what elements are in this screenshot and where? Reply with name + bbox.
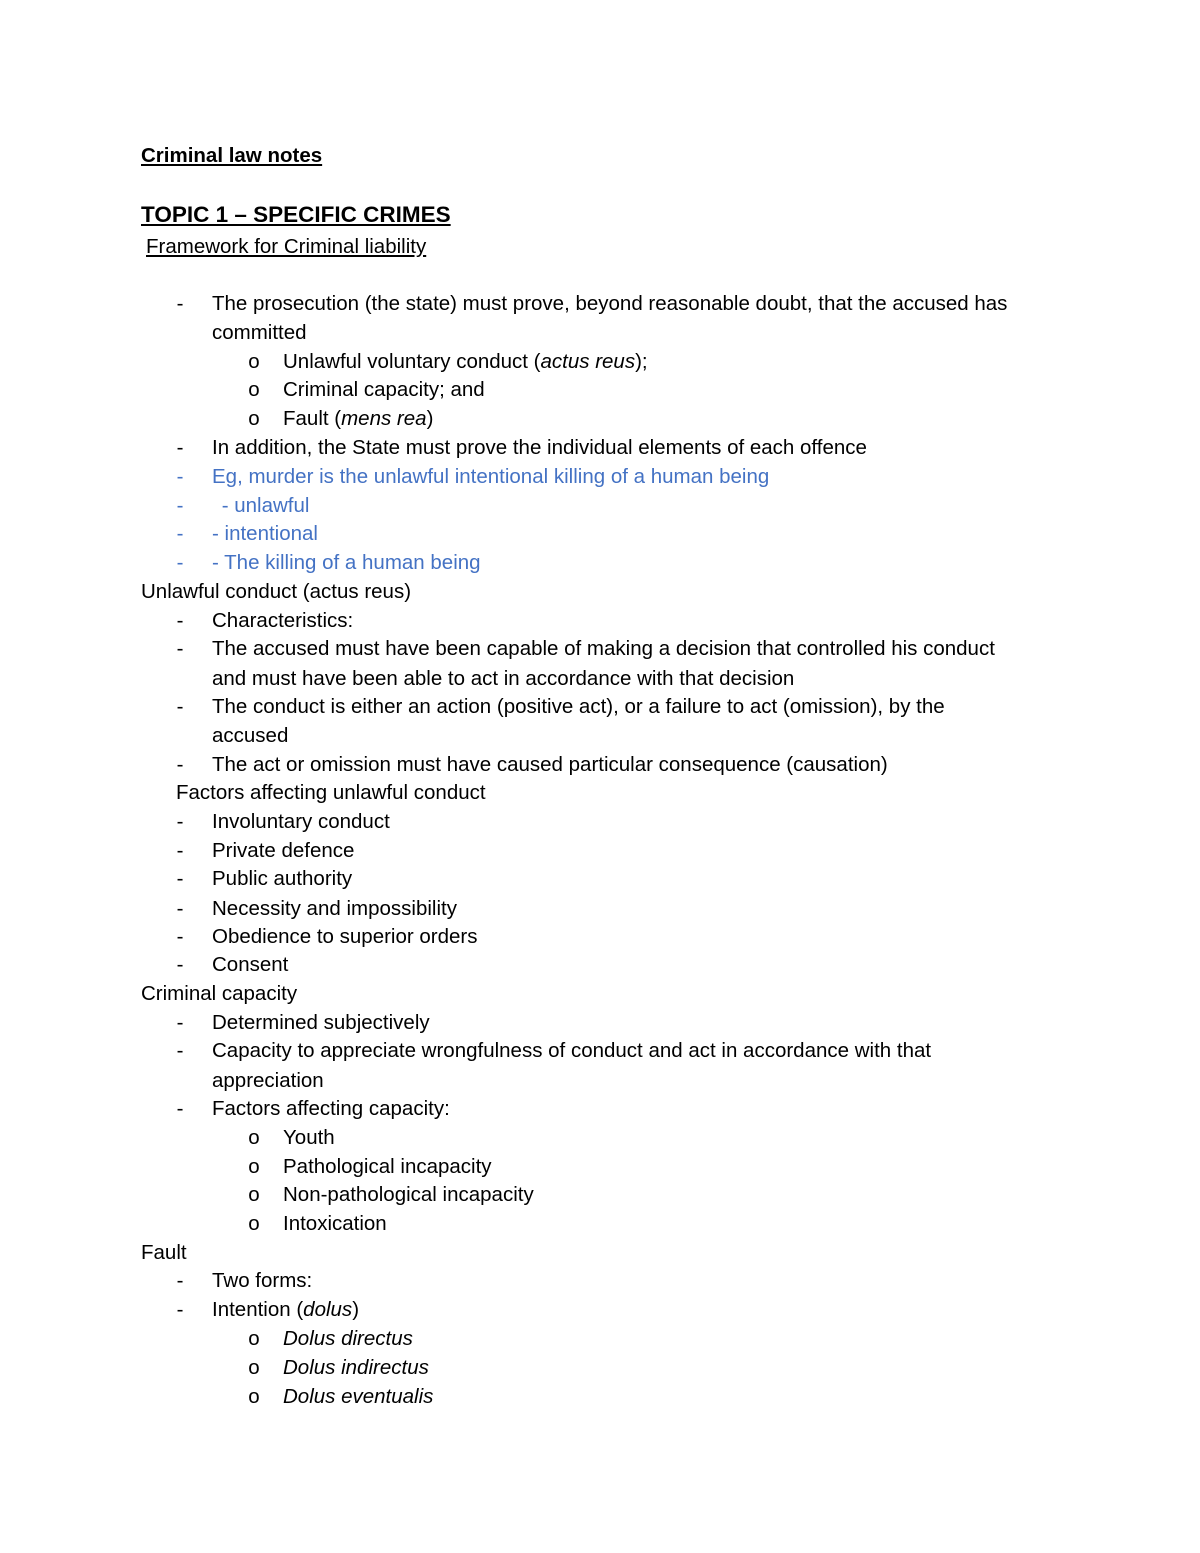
- dash-bullet: -: [176, 1269, 184, 1292]
- circle-bullet: o: [248, 1155, 260, 1178]
- dash-bullet: -: [176, 436, 184, 459]
- circle-bullet: o: [248, 378, 260, 401]
- sub-list-item-text: [283, 405, 433, 433]
- dash-bullet: -: [176, 953, 184, 976]
- list-item-text: Necessity and impossibility: [212, 897, 457, 920]
- list-item-text: and must have been able to act in accordance with that decision: [212, 667, 795, 690]
- list-item-text: Obedience to superior orders: [212, 925, 478, 948]
- list-item-text: Consent: [212, 953, 289, 976]
- dash-bullet: -: [176, 609, 184, 632]
- document-title: Criminal law notes: [141, 144, 323, 167]
- example-item-text: - The killing of a human being: [212, 551, 481, 574]
- dash-bullet: -: [176, 465, 184, 488]
- list-item-text: committed: [212, 321, 307, 344]
- list-item-text: Two forms:: [212, 1269, 313, 1292]
- dash-bullet: -: [176, 810, 184, 833]
- circle-bullet: o: [248, 1327, 260, 1350]
- italic-term: actus reus: [540, 350, 636, 373]
- list-item-text: Private defence: [212, 839, 355, 862]
- circle-bullet: o: [248, 407, 260, 430]
- dash-bullet: -: [176, 1298, 184, 1321]
- text-run: Intention (: [212, 1298, 304, 1321]
- list-item-text: Determined subjectively: [212, 1011, 430, 1034]
- text-run: ): [352, 1298, 360, 1321]
- circle-bullet: o: [248, 1385, 260, 1408]
- dash-bullet: -: [176, 551, 184, 574]
- list-item-text: appreciation: [212, 1069, 324, 1092]
- sub-list-item-text: Youth: [283, 1126, 335, 1149]
- topic-heading: TOPIC 1 – SPECIFIC CRIMES: [141, 202, 451, 227]
- list-item-text: The conduct is either an action (positive act), or a failure to act (omission), by the: [212, 695, 945, 718]
- dash-bullet: -: [176, 1097, 184, 1120]
- dash-bullet: -: [176, 867, 184, 890]
- dash-bullet: -: [176, 522, 184, 545]
- italic-term: dolus: [303, 1298, 353, 1321]
- list-item-text: [212, 1296, 359, 1324]
- text-run: );: [635, 350, 648, 373]
- dash-bullet: -: [176, 292, 184, 315]
- dash-bullet: -: [176, 1011, 184, 1034]
- subheading-factors-unlawful-conduct: Factors affecting unlawful conduct: [176, 781, 486, 804]
- circle-bullet: o: [248, 1126, 260, 1149]
- text-run: ): [426, 407, 434, 430]
- list-item-text: Factors affecting capacity:: [212, 1097, 450, 1120]
- circle-bullet: o: [248, 1212, 260, 1235]
- sub-list-item-text: Dolus indirectus: [283, 1356, 429, 1379]
- section-heading-unlawful-conduct: Unlawful conduct (actus reus): [141, 580, 412, 603]
- list-item-text: In addition, the State must prove the individual elements of each offence: [212, 436, 867, 459]
- example-item-text: Eg, murder is the unlawful intentional killing of a human being: [212, 465, 770, 488]
- section-heading-fault: Fault: [141, 1241, 187, 1264]
- dash-bullet: -: [176, 1039, 184, 1062]
- sub-list-item-text: Pathological incapacity: [283, 1155, 492, 1178]
- sub-list-item-text: Dolus eventualis: [283, 1385, 434, 1408]
- section-heading-criminal-capacity: Criminal capacity: [141, 982, 298, 1005]
- sub-list-item-text: Non-pathological incapacity: [283, 1183, 534, 1206]
- text-run: Fault (: [283, 407, 342, 430]
- sub-list-item-text: Intoxication: [283, 1212, 387, 1235]
- dash-bullet: -: [176, 695, 184, 718]
- list-item-text: The act or omission must have caused particular consequence (causation): [212, 753, 888, 776]
- dash-bullet: -: [176, 637, 184, 660]
- text-run: Unlawful voluntary conduct (: [283, 350, 541, 373]
- circle-bullet: o: [248, 350, 260, 373]
- list-item-text: Characteristics:: [212, 609, 354, 632]
- example-item-text: - intentional: [212, 522, 318, 545]
- dash-bullet: -: [176, 897, 184, 920]
- dash-bullet: -: [176, 925, 184, 948]
- circle-bullet: o: [248, 1356, 260, 1379]
- list-item-text: The prosecution (the state) must prove, beyond reasonable doubt, that the accused has: [212, 292, 1008, 315]
- dash-bullet: -: [176, 753, 184, 776]
- list-item-text: Involuntary conduct: [212, 810, 390, 833]
- list-item-text: Public authority: [212, 867, 353, 890]
- sub-list-item-text: Dolus directus: [283, 1327, 413, 1350]
- framework-heading: Framework for Criminal liability: [146, 235, 427, 258]
- circle-bullet: o: [248, 1183, 260, 1206]
- list-item-text: The accused must have been capable of making a decision that controlled his conduct: [212, 637, 995, 660]
- italic-term: mens rea: [341, 407, 427, 430]
- sub-list-item-text: Criminal capacity; and: [283, 378, 485, 401]
- sub-list-item-text: [283, 348, 648, 376]
- list-item-text: accused: [212, 724, 289, 747]
- example-item-text: - unlawful: [216, 494, 310, 517]
- dash-bullet: -: [176, 839, 184, 862]
- dash-bullet: -: [176, 494, 184, 517]
- list-item-text: Capacity to appreciate wrongfulness of conduct and act in accordance with that: [212, 1039, 932, 1062]
